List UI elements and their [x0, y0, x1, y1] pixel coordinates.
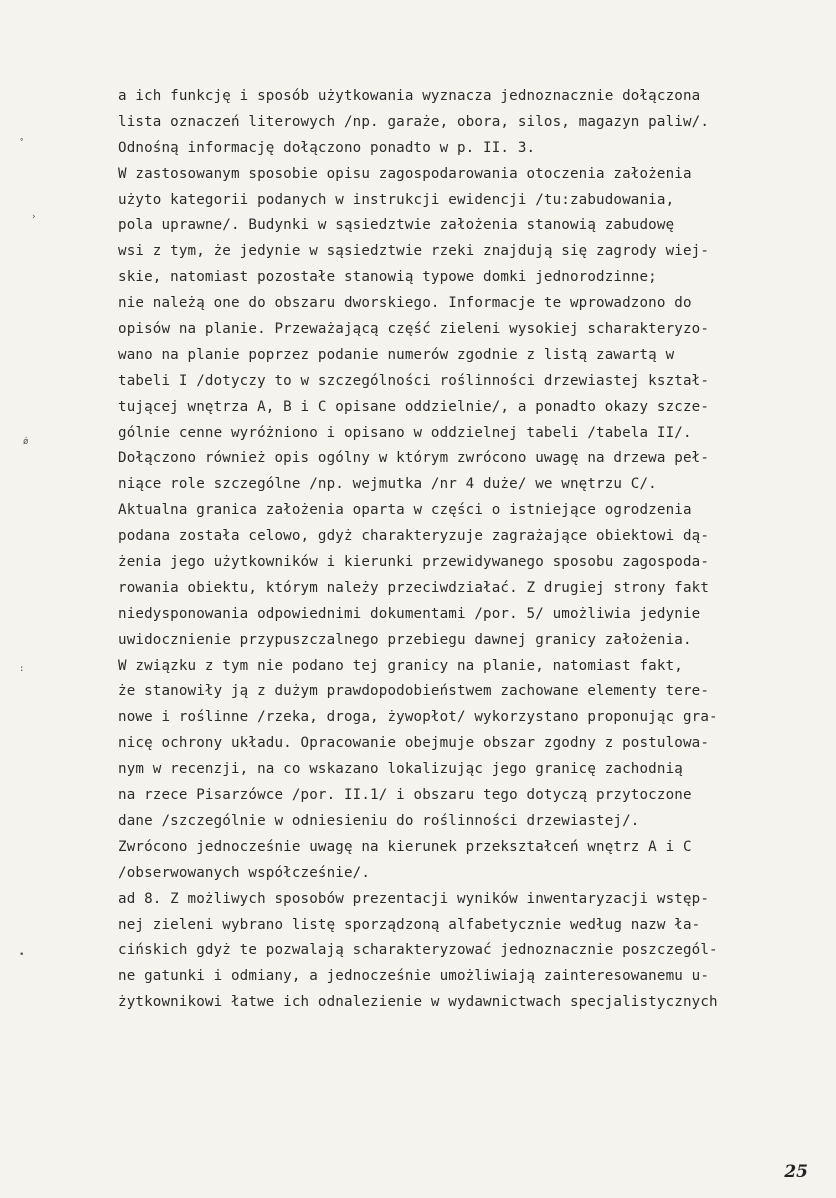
text-line: nym w recenzji, na co wskazano lokalizując jego granicę zachodnią [118, 761, 683, 778]
body-text [118, 84, 834, 1016]
text-line: rowania obiektu, którym należy przeciwdziałać. Z drugiej strony fakt [118, 579, 710, 596]
text-line: a ich funkcję i sposób użytkowania wyznacza jednoznacznie dołączona [118, 88, 701, 104]
text-line: nej zieleni wybrano listę sporządzoną alfabetycznie według nazw ła- [118, 916, 701, 933]
text-line: Zwrócono jednocześnie uwagę na kierunek przekształceń wnętrz A i C [118, 838, 692, 855]
text-line: /obserwowanych współcześnie/. [118, 864, 371, 881]
text-line: wano na planie poprzez podanie numerów zgodnie z listą zawartą w [118, 346, 675, 363]
margin-mark: ˚ [19, 139, 25, 149]
text-line: Aktualna granica założenia oparta w części o istniejące ogrodzenia [118, 502, 692, 519]
text-line: ad 8. Z możliwych sposobów prezentacji wyników inwentaryzacji wstęp- [118, 890, 710, 907]
text-line: uwidocznienie przypuszczalnego przebiegu dawnej granicy założenia. [118, 631, 692, 648]
text-line: dane /szczególnie w odniesieniu do roślinności drzewiastej/. [118, 812, 640, 829]
text-line: niące role szczególne /np. wejmutka /nr 4 duże/ we wnętrzu C/. [118, 476, 657, 493]
margin-mark: : [19, 664, 25, 674]
text-line: lista oznaczeń literowych /np. garaże, obora, silos, magazyn paliw/. [118, 113, 710, 130]
text-line: wsi z tym, że jedynie w sąsiedztwie rzeki znajdują się zagrody wiej- [118, 243, 710, 260]
text-line: opisów na planie. Przeważającą część zieleni wysokiej scharakteryzo- [118, 321, 710, 338]
text-line: nowe i roślinne /rzeka, droga, żywopłot/ wykorzystano proponując gra- [118, 709, 718, 726]
margin-mark: › [31, 212, 37, 222]
text-line: pola uprawne/. Budynki w sąsiedztwie założenia stanowią zabudowę [118, 217, 675, 234]
text-line: skie, natomiast pozostałe stanowią typowe domki jednorodzinne; [118, 269, 657, 286]
text-line: żenia jego użytkowników i kierunki przewidywanego sposobu zagospoda- [118, 554, 710, 571]
text-line: W zastosowanym sposobie opisu zagospodarowania otoczenia założenia [118, 165, 692, 182]
text-line: podana została celowo, gdyż charakteryzuje zagrażające obiektowi dą- [118, 528, 710, 545]
page-number: 25 [784, 1162, 808, 1182]
text-line: Dołączono również opis ogólny w którym zwrócono uwagę na drzewa peł- [118, 450, 710, 467]
text-line: cińskich gdyż te pozwalają scharakteryzować jednoznacznie poszczegól- [118, 942, 718, 959]
text-line: gólnie cenne wyróżniono i opisano w oddzielnej tabeli /tabela II/. [118, 424, 692, 441]
text-line: żytkownikowi łatwe ich odnalezienie w wydawnictwach specjalistycznych [118, 994, 718, 1011]
text-line: nie należą one do obszaru dworskiego. Informacje te wprowadzono do [118, 295, 692, 312]
text-line: Odnośną informację dołączono ponadto w p. II. 3. [118, 139, 536, 156]
text-line: użyto kategorii podanych w instrukcji ewidencji /tu:zabudowania, [118, 191, 675, 208]
text-line: tującej wnętrza A, B i C opisane oddzielnie/, a ponadto okazy szcze- [118, 398, 710, 415]
text-line: niedysponowania odpowiednimi dokumentami /por. 5/ umożliwia jedynie [118, 605, 701, 622]
text-line: że stanowiły ją z dużym prawdopodobieństwem zachowane elementy tere- [118, 683, 710, 700]
text-line: na rzece Pisarzówce /por. II.1/ i obszaru tego dotyczą przytoczone [118, 787, 692, 804]
text-line: ne gatunki i odmiany, a jednocześnie umożliwiają zainteresowanemu u- [118, 968, 710, 985]
text-line: tabeli I /dotyczy to w szczególności roślinności drzewiastej kształ- [118, 372, 710, 389]
text-line: W związku z tym nie podano tej granicy na planie, natomiast fakt, [118, 657, 683, 674]
margin-mark: • [19, 950, 25, 960]
margin-mark: ǿ [23, 437, 29, 447]
text-line: nicę ochrony układu. Opracowanie obejmuje obszar zgodny z postulowa- [118, 735, 710, 752]
